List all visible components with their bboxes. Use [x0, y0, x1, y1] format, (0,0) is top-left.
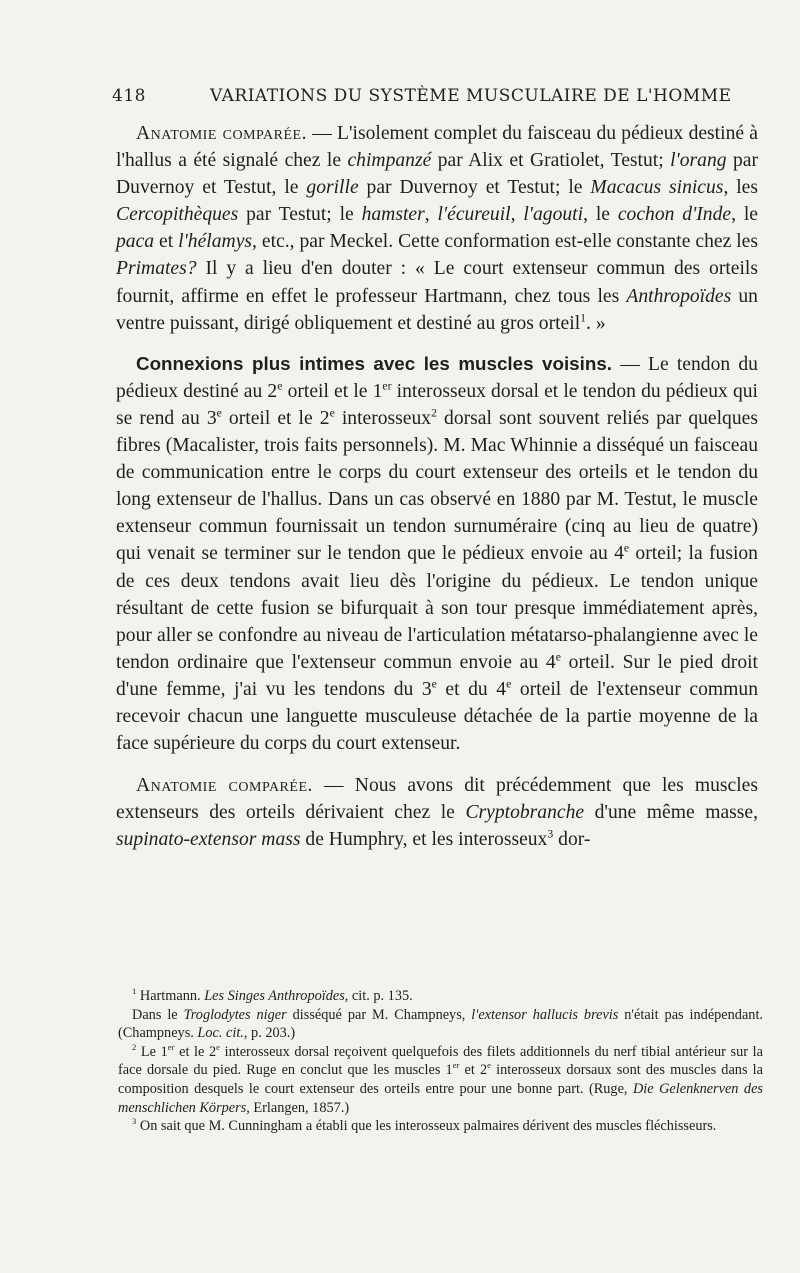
- italic-title: Die Gelenknerven des menschlichen Körpers: [118, 1080, 763, 1116]
- italic-term: chimpanzé: [347, 150, 432, 172]
- text-run: par Alix et Gratiolet, Testut;: [431, 150, 671, 172]
- text-run: orteil et le 1: [282, 380, 383, 402]
- superscript: e: [487, 1060, 491, 1071]
- text-run: Dans le: [132, 1006, 184, 1023]
- text-run: orteil et le 2: [221, 407, 330, 429]
- running-title: VARIATIONS DU SYSTÈME MUSCULAIRE DE L'HOMME: [210, 86, 732, 106]
- italic-term: l'écureuil: [437, 204, 511, 226]
- text-run: , cit. p. 135.: [344, 988, 413, 1004]
- text-run: et 2: [459, 1062, 488, 1079]
- paragraph-connexions: [116, 350, 758, 757]
- text-run: et: [154, 231, 179, 253]
- text-run: interosseux dorsal reçoivent quelquefois des filets additionnels du nerf tibial antérieur sur la face dorsale du pied. Ruge en conclut que les muscles 1: [118, 1043, 763, 1079]
- footnote-1-continued: [118, 1006, 763, 1043]
- text-run: par Duvernoy et Testut; le: [358, 177, 591, 199]
- italic-term: cochon d'Inde: [617, 204, 732, 226]
- footnote-ref: 2: [431, 406, 437, 420]
- page-number: 418: [112, 86, 146, 106]
- italic-term: l'hélamys: [178, 231, 253, 253]
- text-run: , etc., par Meckel. Cette conformation est-elle constante chez les: [252, 231, 759, 253]
- main-text: [116, 120, 758, 853]
- superscript: e: [216, 1042, 220, 1053]
- italic-term: supinato-extensor mass: [116, 829, 301, 851]
- text-run: On sait que M. Cunningham a établi que les interosseux palmaires dérivent des muscles fléchisseurs.: [136, 1118, 717, 1135]
- italic-term: gorille: [306, 177, 359, 199]
- superscript: e: [555, 650, 561, 664]
- text-run: par Testut; le: [238, 204, 362, 226]
- italic-term: l'extensor hallucis brevis: [471, 1006, 619, 1023]
- footnote-1: [118, 987, 763, 1006]
- superscript: e: [216, 406, 222, 420]
- text-run: dor-: [553, 829, 591, 851]
- paragraph-comparative-anatomy-2: [116, 772, 758, 853]
- footnotes: [118, 987, 763, 1136]
- italic-term: l'orang: [670, 150, 727, 172]
- italic-term: Primates?: [116, 258, 197, 280]
- section-lead: Anatomie comparée.: [136, 775, 313, 797]
- italic-term: Anthropoïdes: [626, 285, 732, 307]
- section-lead: Anatomie comparée.: [136, 123, 307, 144]
- section-heading: Connexions plus intimes avec les muscles voisins.: [136, 352, 612, 374]
- superscript: e: [329, 406, 335, 420]
- text-run: orteil; la fusion de ces deux tendons avait lieu dès l'origine du pédieux. Le tendon unique résultant de cette fusion se bifurquait à son tour presque immédiatement après, pour aller se confondre au niveau de l'articulation métatarso-phalangienne avec le tendon ordinaire que l'extenseur commun envoie au 4: [116, 543, 758, 673]
- footnote-ref: 3: [547, 827, 554, 841]
- text-run: n'était pas indépendant. (Champneys.: [118, 1006, 763, 1042]
- italic-term: Macacus sinicus: [590, 177, 724, 199]
- text-run: , p. 203.): [243, 1025, 296, 1042]
- text-run: un ventre puissant, dirigé obliquement et destiné au gros orteil: [116, 285, 758, 334]
- text-run: orteil. Sur le pied droit d'une femme, j'ai vu les tendons du 3: [116, 651, 759, 700]
- superscript: e: [431, 677, 437, 691]
- text-run: Hartmann.: [136, 988, 205, 1004]
- text-run: de Humphry, et les interosseux: [300, 829, 548, 851]
- superscript: e: [506, 677, 512, 691]
- text-run: , le: [583, 204, 618, 226]
- italic-term: Cercopithèques: [116, 204, 239, 226]
- text-run: interosseux dorsaux sont des muscles dans la composition desquels le court extenseur des orteils entre pour une bonne part. (Ruge,: [118, 1062, 763, 1097]
- text-run: ,: [424, 204, 438, 226]
- text-run: — Le tendon du pédieux destiné au 2: [116, 353, 758, 402]
- text-run: , Erlangen, 1857.): [246, 1099, 350, 1116]
- superscript: e: [623, 541, 630, 555]
- text-run: ,: [510, 204, 524, 226]
- footnote-ref: 1: [580, 311, 587, 325]
- text-run: et du 4: [436, 678, 507, 700]
- superscript: er: [167, 1042, 175, 1053]
- text-run: d'une même masse,: [584, 802, 758, 824]
- italic-term: l'agouti: [523, 204, 584, 226]
- text-run: orteil de l'extenseur commun recevoir chacun une languette musculeuse détachée de la partie moyenne de la face supérieure du corps du court extenseur.: [116, 678, 758, 755]
- text-run: interosseux dorsal et le tendon du pédieux qui se rend au 3: [116, 380, 758, 429]
- italic-term: Loc. cit.: [197, 1025, 244, 1042]
- italic-term: Cryptobranche: [465, 802, 585, 824]
- italic-term: Troglodytes niger: [183, 1006, 287, 1023]
- superscript: er: [452, 1060, 460, 1071]
- text-run: par Duvernoy et Testut, le: [116, 150, 759, 199]
- footnote-2: [118, 1043, 763, 1117]
- text-run: Le 1: [136, 1043, 168, 1060]
- text-run: interosseux: [334, 407, 432, 429]
- italic-term: hamster: [361, 204, 425, 226]
- superscript: er: [382, 379, 392, 393]
- italic-term: paca: [116, 231, 155, 253]
- italic-title: Les Singes Anthropoïdes: [204, 988, 345, 1004]
- text-run: Il y a lieu d'en douter : « Le court extenseur commun des orteils fournit, affirme en effet le professeur Hartmann, chez tous les: [116, 258, 758, 307]
- text-run: — L'isolement complet du faisceau du pédieux destiné à l'hallus a été signalé chez le: [116, 123, 758, 172]
- text-run: . »: [586, 312, 606, 334]
- footnote-mark: 2: [132, 1042, 137, 1053]
- text-run: — Nous avons dit précédemment que les muscles extenseurs des orteils dérivaient chez le: [116, 775, 758, 824]
- text-run: et le 2: [174, 1043, 217, 1060]
- text-run: dorsal sont souvent reliés par quelques fibres (Macalister, trois faits personnels). M. Mac Whinnie a disséqué un faisceau de communication entre le corps du court extenseur des orteils et le tendon du long extenseur de l'hallus. Dans un cas observé en 1880 par M. Testut, le muscle extenseur commun fournissait un tendon surnuméraire (cinq au lieu de quatre) qui venait se terminer sur le tendon que le pédieux envoie au 4: [116, 407, 758, 565]
- text-run: , le: [731, 204, 758, 226]
- footnote-mark: 1: [132, 986, 137, 997]
- footnote-mark: 3: [132, 1116, 137, 1127]
- paragraph-comparative-anatomy-1: [116, 120, 758, 337]
- text-run: , les: [723, 177, 758, 199]
- text-run: disséqué par M. Champneys,: [286, 1006, 472, 1023]
- superscript: e: [277, 379, 283, 393]
- footnote-3: [118, 1117, 763, 1136]
